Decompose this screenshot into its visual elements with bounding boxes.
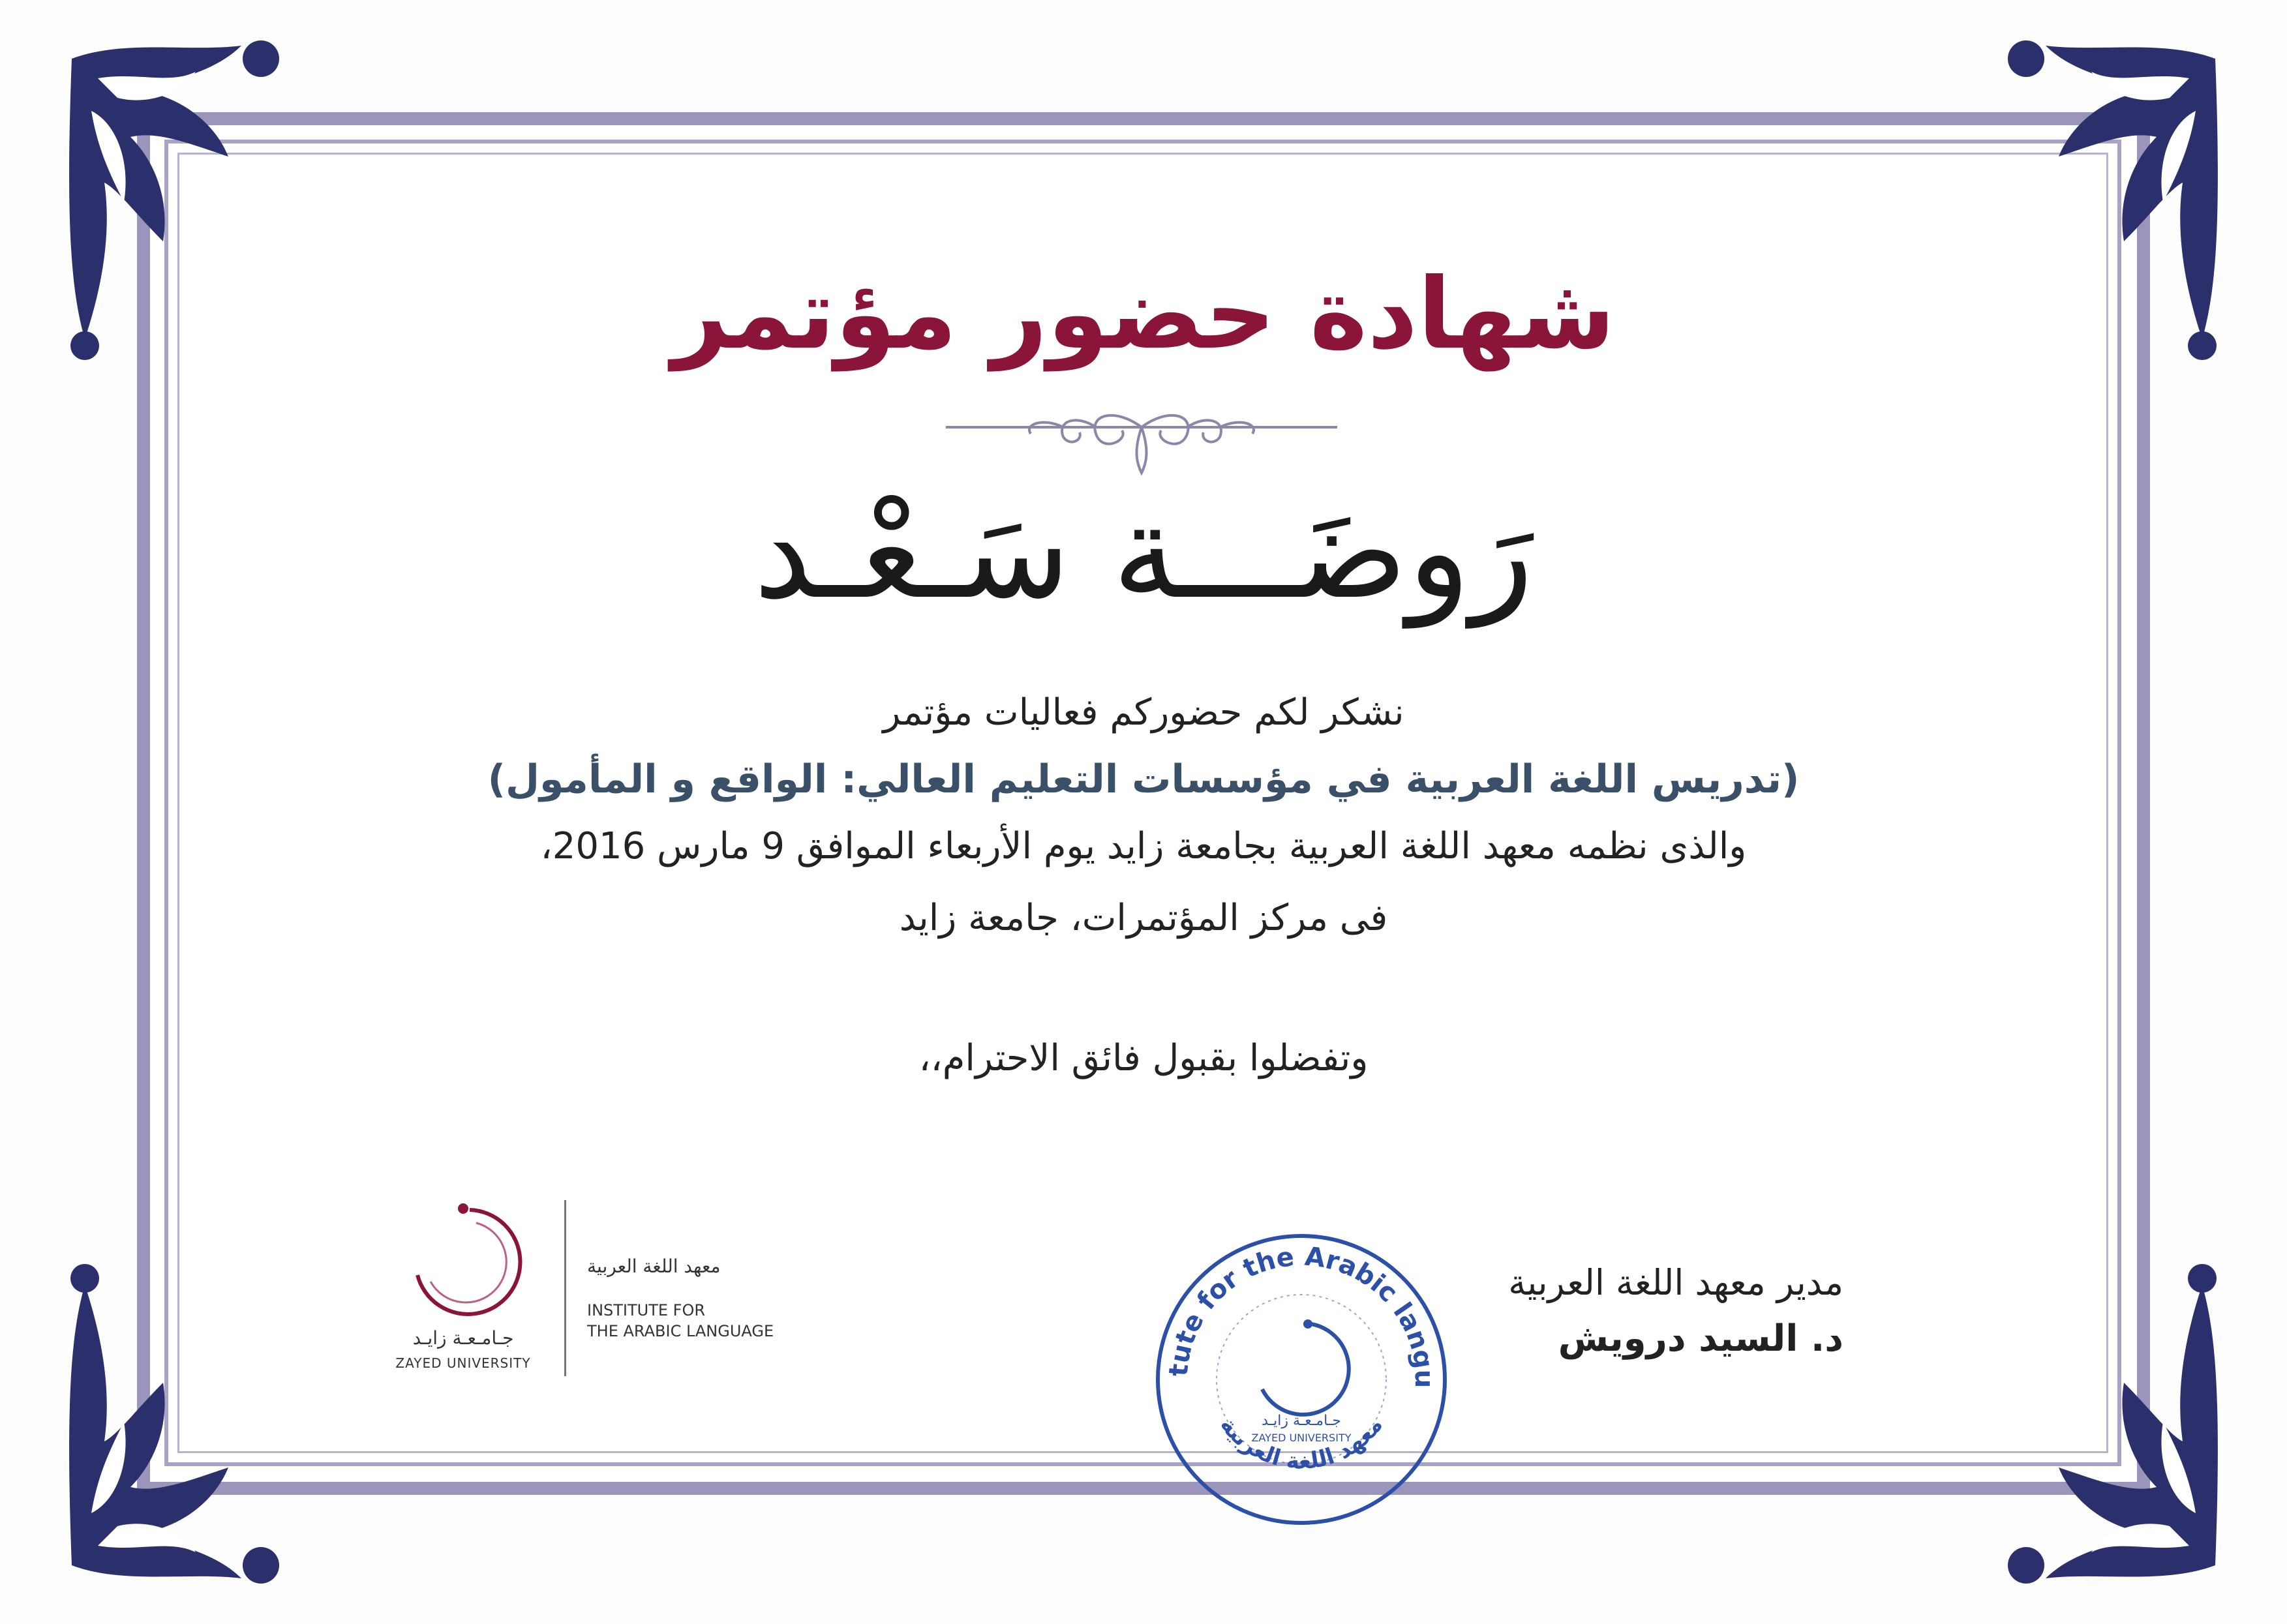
institute-name-ar: معهد اللغة العربية (587, 1256, 721, 1277)
closing-line: وتفضلوا بقبول فائق الاحترام،، (918, 1037, 1369, 1079)
institute-stamp (1148, 1226, 1455, 1533)
corner-ornament-bottom-right (1967, 1252, 2241, 1591)
director-role: مدير معهد اللغة العربية (1508, 1262, 1843, 1303)
zayed-university-emblem (398, 1197, 528, 1327)
stamp-bottom-text: معهد اللغة العربية (1215, 1412, 1388, 1475)
institute-name-en-line2: THE ARABIC LANGUAGE (587, 1322, 774, 1340)
institute-logo (385, 1187, 802, 1383)
organizer-date-line: والذى نظمه معهد اللغة العربية بجامعة زايد يوم الأربعاء الموافق 9 مارس 2016، (540, 825, 1747, 867)
certificate-title: شهادة حضور مؤتمر (671, 258, 1616, 371)
stamp-top-text: tute for the Arabic langu (1163, 1241, 1440, 1389)
signature-block (1508, 1262, 1843, 1360)
recipient-name: رَوضَـــة سَـعْـد (753, 476, 1534, 628)
venue-line: فى مركز المؤتمرات، جامعة زايد (899, 897, 1388, 939)
university-name-ar: جـامـعـة زايـد (412, 1327, 514, 1349)
svg-text:Institute for the Arabic langu (1148, 1226, 1439, 1388)
thanks-line: نشكر لكم حضوركم فعاليات مؤتمر (883, 691, 1404, 734)
director-name: د. السيد درويش (1558, 1317, 1843, 1360)
decorative-flourish (946, 408, 1337, 479)
logo-divider (564, 1200, 566, 1376)
stamp-center-en: ZAYED UNIVERSITY (1251, 1432, 1352, 1444)
institute-name-en-line1: INSTITUTE FOR (587, 1301, 706, 1319)
university-name-en: ZAYED UNIVERSITY (395, 1355, 531, 1371)
stamp-center-ar: جـامـعـة زايـد (1262, 1413, 1341, 1429)
conference-title: (تدريس اللغة العربية في مؤسسات التعليم العالي: الواقع و المأمول) (487, 757, 1800, 802)
corner-ornament-bottom-left (46, 1252, 320, 1591)
